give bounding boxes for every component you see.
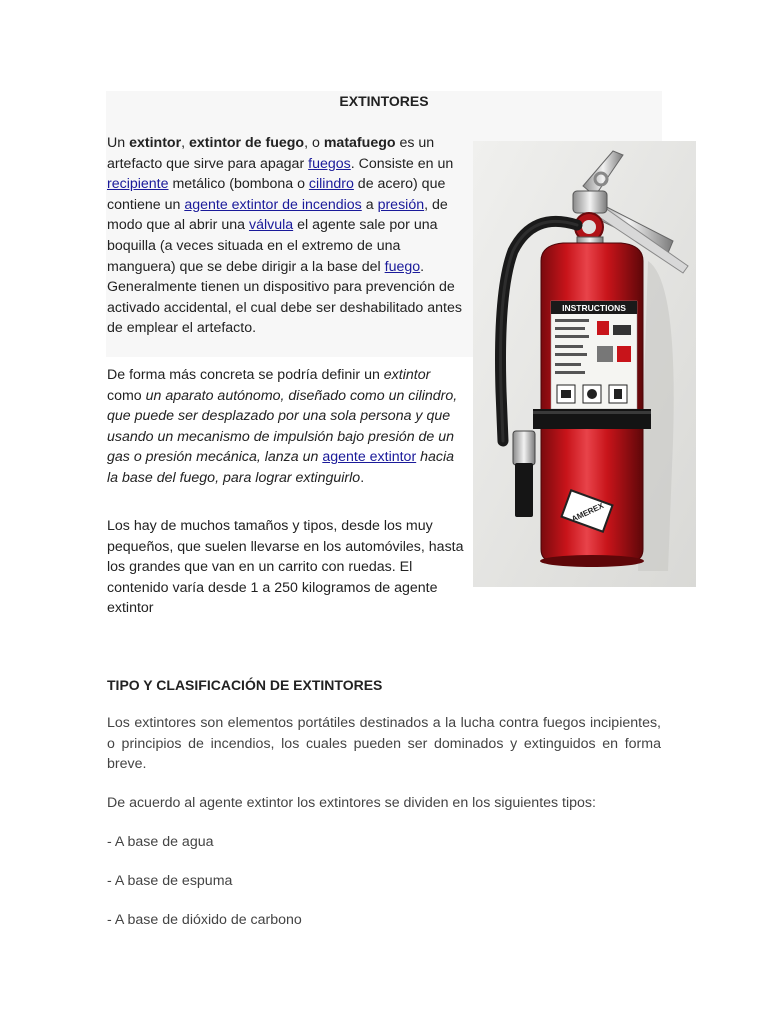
link-fuegos[interactable]: fuegos — [308, 155, 351, 172]
link-agente-extintor-de-incendios[interactable]: agente extintor de incendios — [184, 196, 362, 213]
italic-text: extintor — [383, 367, 431, 383]
text: . Generalmente tienen un dispositivo para prevención de activado accidental, el cual debe ser deshabilitado antes de emplear el artefacto. — [107, 258, 462, 337]
text: a — [361, 196, 378, 213]
text: como — [107, 387, 146, 404]
label-instructions: INSTRUCTIONS — [562, 303, 626, 313]
intro-paragraph — [107, 133, 467, 339]
section-paragraph-1: Los extintores son elementos portátiles destinados a la lucha contra fuegos incipientes, o principios de incendios, los cuales pueden ser dominados y extinguidos en forma breve. — [107, 715, 661, 773]
italic-text: un aparato autónomo, diseñado como un cilindro, que puede ser desplazado por una sola persona y que usando un mecanismo de impulsión bajo presión de un gas o presión mecánica, lanza un — [107, 387, 458, 466]
text: Un — [107, 135, 130, 151]
sizes-paragraph — [107, 516, 467, 619]
link-recipiente[interactable]: recipiente — [107, 176, 169, 193]
italic-text: hacia la base del fuego, para lograr extinguirlo — [107, 449, 455, 486]
fire-extinguisher-image — [473, 141, 696, 587]
text: , de modo que al abrir una — [107, 196, 448, 234]
text: . — [360, 469, 365, 486]
link-agente-extintor[interactable]: agente extintor — [322, 449, 417, 466]
text: metálico (bombona o — [168, 176, 309, 193]
text: . Consiste en un — [350, 155, 454, 172]
text: , — [181, 135, 189, 151]
definition-paragraph — [107, 365, 467, 489]
page-title: EXTINTORES — [339, 93, 429, 109]
link-valvula[interactable]: válvula — [248, 217, 294, 234]
list-item: - A base de dióxido de carbono — [107, 912, 302, 928]
text: de acero) que contiene un — [107, 176, 446, 213]
list-item: - A base de agua — [107, 834, 214, 850]
fire-extinguisher-photo — [473, 141, 696, 587]
sizes-text: Los hay de muchos tamaños y tipos, desde los muy pequeños, que suelen llevarse en los automóviles, hasta los grandes que van en un carrito con ruedas. El contenido varía desde 1 a 250 kilogramos de agente extintor — [107, 518, 464, 617]
list-item: - A base de espuma — [107, 873, 233, 889]
text: es un artefacto que sirve para apagar — [107, 135, 435, 172]
text: , o — [304, 135, 324, 151]
label-brand: AMEREX — [570, 501, 606, 524]
text: el agente sale por una boquilla (a veces situada en el extremo de una manguera) que se debe dirigir a la base del — [107, 217, 438, 275]
link-presion[interactable]: presión — [377, 196, 425, 213]
section-heading: TIPO Y CLASIFICACIÓN DE EXTINTORES — [107, 677, 383, 693]
term-extintor-de-fuego: extintor de fuego — [189, 135, 305, 151]
link-fuego[interactable]: fuego — [384, 258, 421, 275]
term-matafuego: matafuego — [323, 135, 396, 151]
term-extintor: extintor — [129, 135, 182, 151]
text: De forma más concreta se podría definir un — [107, 367, 384, 383]
section-paragraph-2: De acuerdo al agente extintor los extintores se dividen en los siguientes tipos: — [107, 795, 596, 811]
link-cilindro[interactable]: cilindro — [308, 176, 354, 193]
